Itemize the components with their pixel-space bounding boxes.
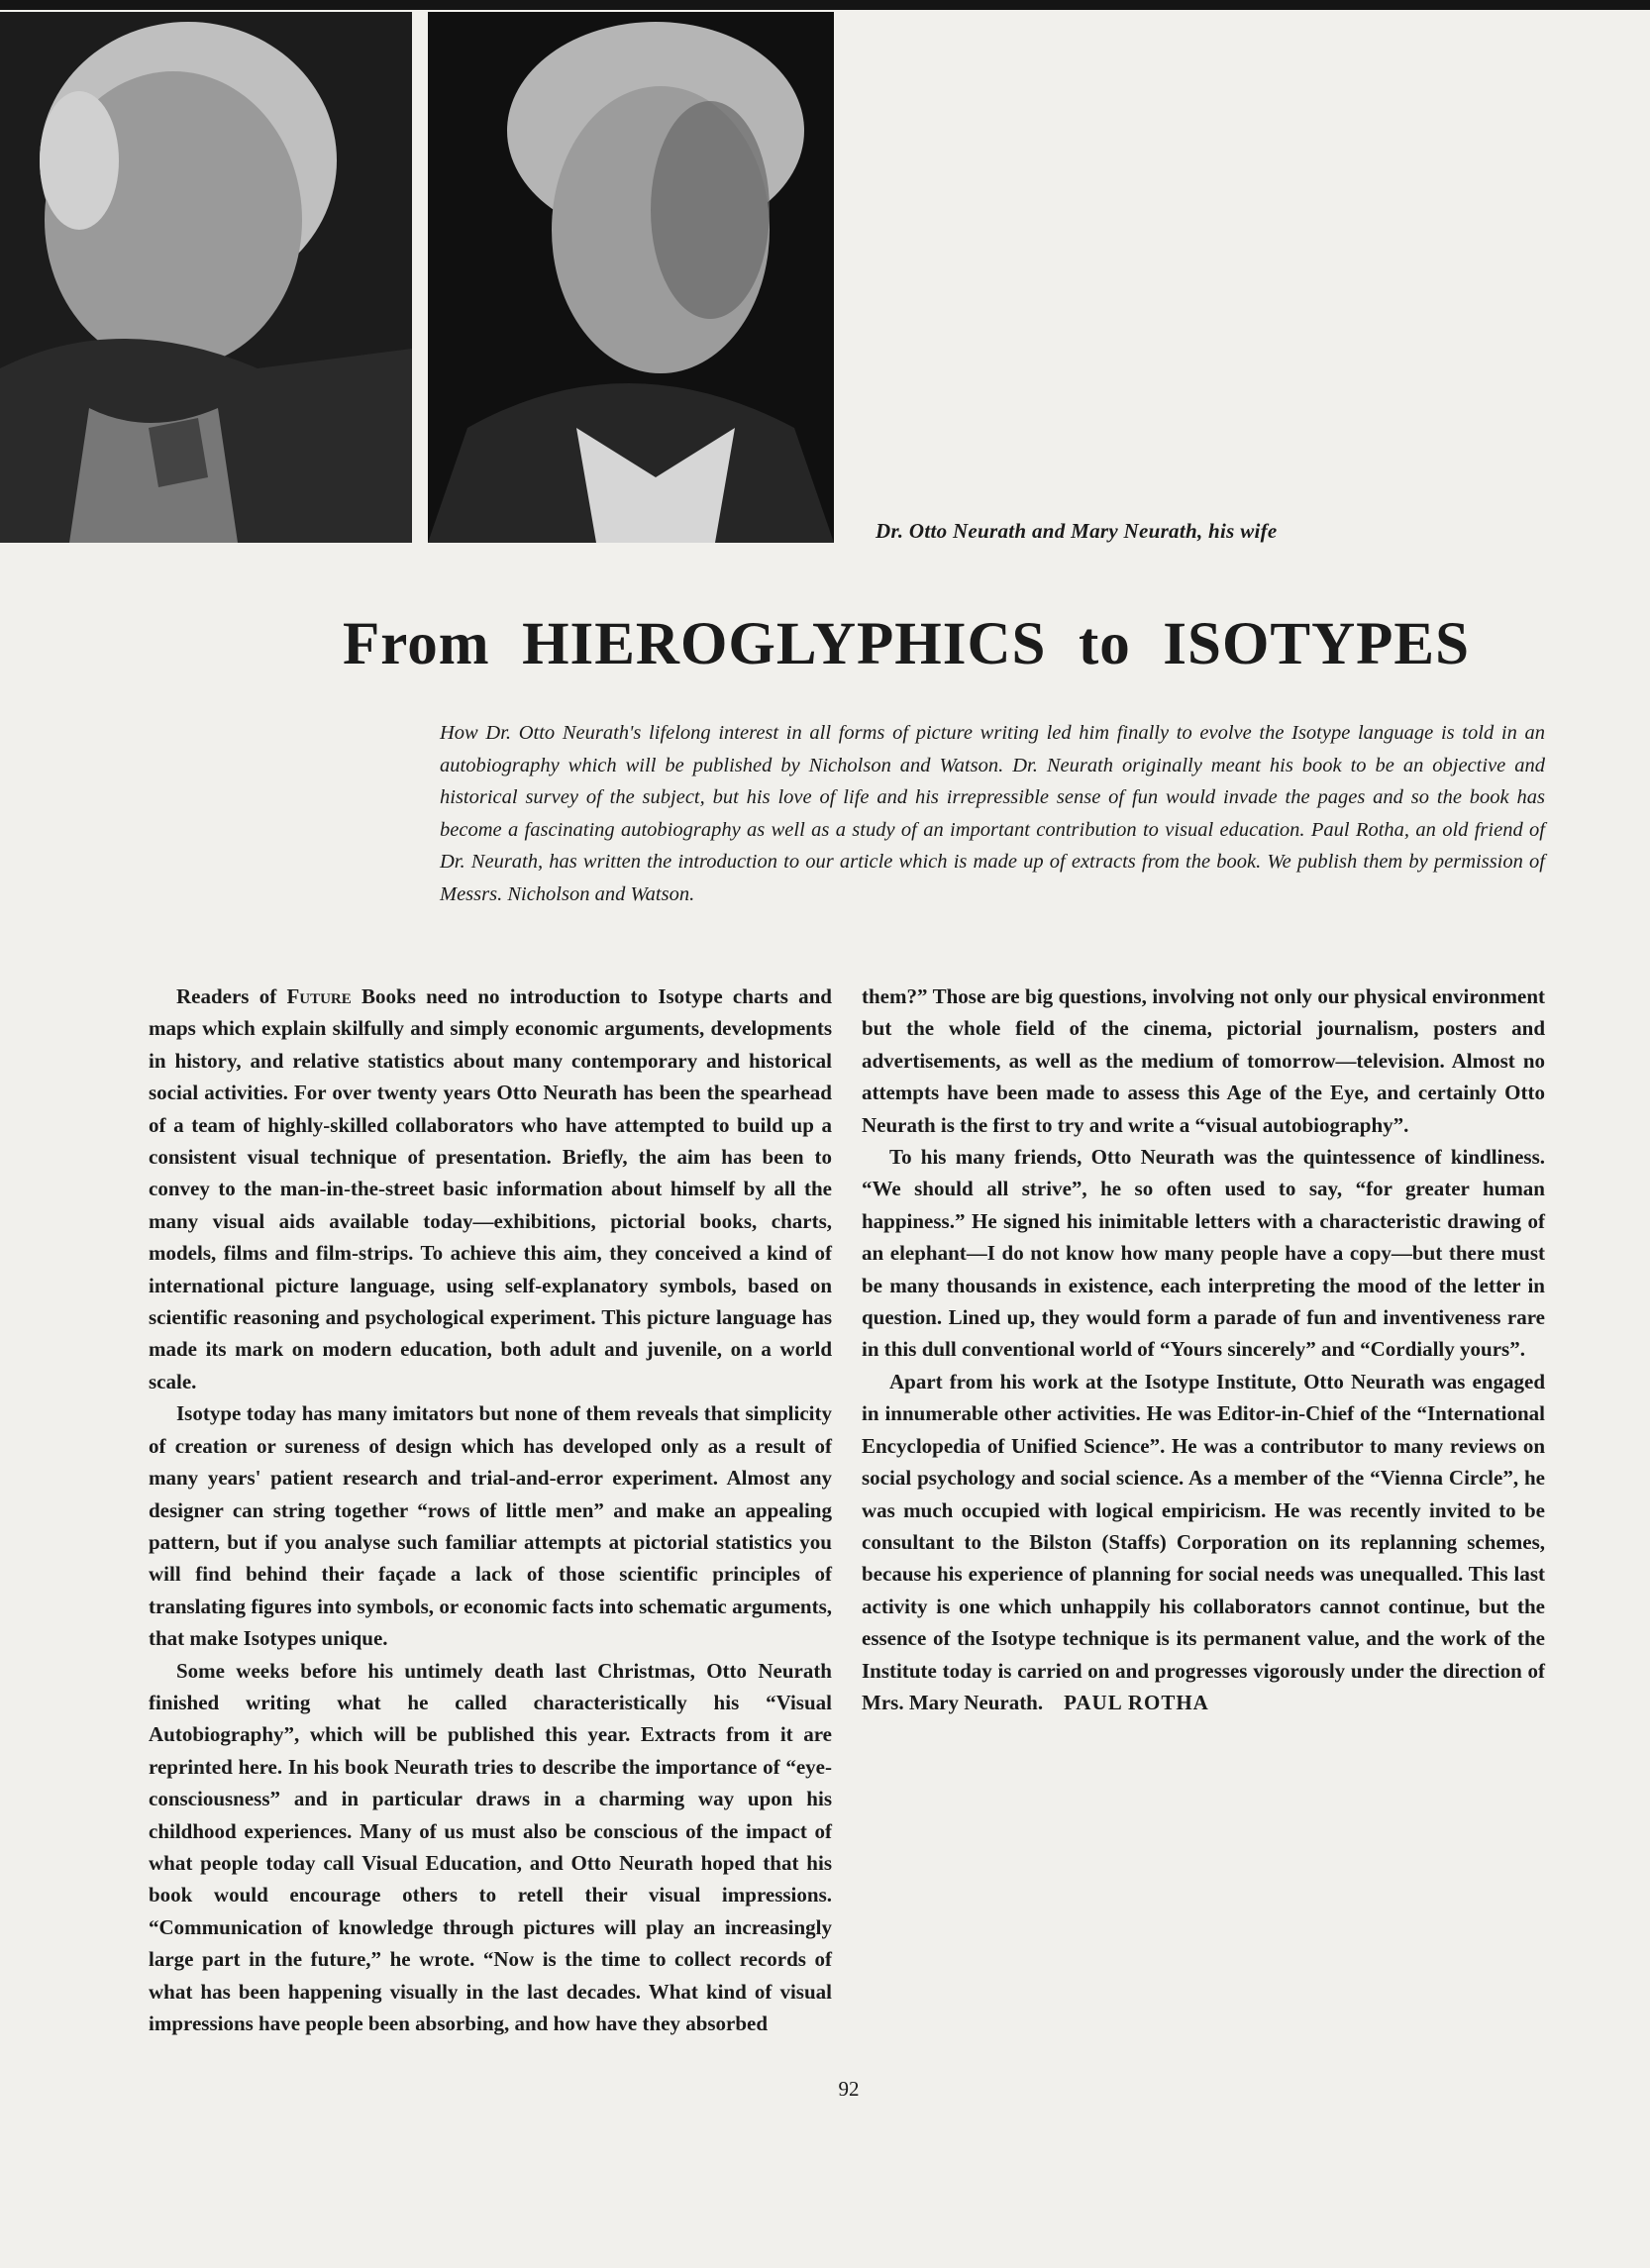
paragraph-3-continued: them?” Those are big questions, involving not only our physical environment but the whole field of the cinema, pictorial journalism, posters and advertisements, as well as the medium of tomorrow—television. Almost no attempts have been made to assess this Age of the Eye, and certainly Otto Neurath is the first to try and write a “visual autobiography”. [862, 984, 1545, 1137]
paragraph-5-text: Apart from his work at the Isotype Institute, Otto Neurath was engaged in innumerable other activities. He was Editor-in-Chief of the “International Encyclopedia of Unified Science”. He was a contributor to many reviews on social psychology and social science. As a member of the “Vienna Circle”, he was much occupied with logical empiricism. He was recently invited to be consultant to the Bilston (Staffs) Corporation on its replanning schemes, because his experience of planning for social needs was unequalled. This last activity is one which unhappily his collaborators cannot continue, but the essence of the Isotype technique is its permanent value, and the work of the Institute today is carried on and progresses vigorously under the direction of Mrs. Mary Neurath. [862, 1369, 1545, 1714]
paragraph-1 [149, 980, 832, 1397]
paragraph-1-lead: Readers of [176, 984, 287, 1008]
photo-caption: Dr. Otto Neurath and Mary Neurath, his wife [876, 519, 1278, 543]
right-column [862, 980, 1545, 1718]
title-hieroglyphics: HIEROGLYPHICS [522, 611, 1047, 677]
paragraph-4: To his many friends, Otto Neurath was the quintessence of kindliness. “We should all strive”, he so often used to say, “for greater human happiness.” He signed his inimitable letters with a characteristic drawing of an elephant—I do not know how many people have a copy—but there must be many thousands in existence, each interpreting the mood of the letter in question. Lined up, they would form a parade of fun and inventiveness rare in this dull conventional world of “Yours sincerely” and “Cordially yours”. [862, 1145, 1545, 1362]
signature: PAUL ROTHA [1064, 1690, 1209, 1714]
paragraph-1-text: Books need no introduction to Isotype charts and maps which explain skilfully and simply economic arguments, developments in history, and relative statistics about many contemporary and historical social activities. For over twenty years Otto Neurath has been the spearhead of a team of highly-skilled collaborators who have attempted to build up a consistent visual technique of presentation. Briefly, the aim has been to convey to the man-in-the-street basic information about himself by all the many visual aids available today—exhibitions, pictorial books, charts, models, films and film-strips. To achieve this aim, they conceived a kind of international picture language, using self-explanatory symbols, based on scientific reasoning and psychological experiment. This picture language has made its mark on modern education, both adult and juvenile, on a world scale. [149, 984, 832, 1393]
title-isotypes: ISOTYPES [1163, 611, 1471, 677]
journal-name: Future [286, 984, 352, 1008]
article-title [343, 610, 1551, 679]
intro-paragraph: How Dr. Otto Neurath's lifelong interest in all forms of picture writing led him finally to evolve the Isotype language is told in an autobiography which will be published by Nicholson and Watson. Dr. Neurath originally meant his book to be an objective and historical survey of the subject, but his love of life and his irrepressible sense of fun would invade the pages and so the book has become a fascinating autobiography as well as a study of an important contribution to visual education. Paul Rotha, an old friend of Dr. Neurath, has written the introduction to our article which is made up of extracts from the book. We publish them by permission of Messrs. Nicholson and Watson. [440, 722, 1545, 905]
left-column [149, 980, 832, 2039]
paragraph-3: Some weeks before his untimely death last Christmas, Otto Neurath finished writing what he called characteristically his “Visual Autobiography”, which will be published this year. Extracts from it are reprinted here. In his book Neurath tries to describe the importance of “eye-consciousness” and in particular draws in a charming way upon his childhood experiences. Many of us must also be conscious of the impact of what people today call Visual Education, and Otto Neurath hoped that his book would encourage others to retell their visual impressions. “Communication of knowledge through pictures will play an increasingly large part in the future,” he wrote. “Now is the time to collect records of what has been happening visually in the last decades. What kind of visual impressions have people been absorbing, and how have they absorbed [149, 1658, 832, 2035]
title-to: to [1078, 611, 1131, 677]
page-top-edge [0, 0, 1650, 10]
title-from: From [343, 611, 490, 677]
mary-neurath-photo [428, 12, 834, 543]
otto-neurath-photo [0, 12, 412, 543]
paragraph-2: Isotype today has many imitators but none of them reveals that simplicity of creation or sureness of design which has developed only as a result of many years' patient research and trial-and-error experiment. Almost any designer can string together “rows of little men” and make an appealing pattern, but if you analyse such familiar attempts at pictorial statistics you will find behind their façade a lack of those scientific principles of translating figures into symbols, or economic facts into schematic arguments, that make Isotypes unique. [149, 1401, 832, 1651]
page-number: 92 [838, 2077, 860, 2101]
paragraph-5 [862, 1366, 1545, 1718]
otto-portrait-drawing [0, 12, 412, 543]
mary-portrait-drawing [428, 12, 834, 543]
